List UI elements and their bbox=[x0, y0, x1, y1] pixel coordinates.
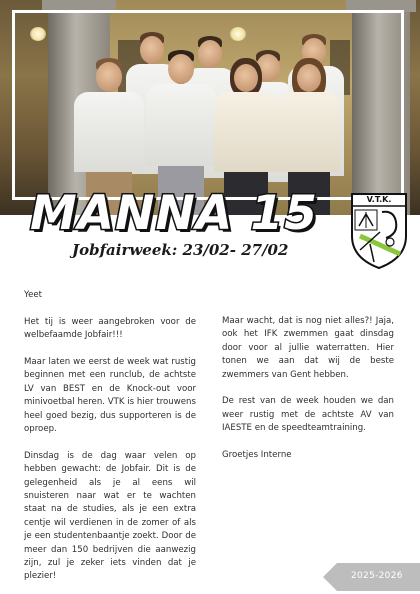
paragraph: Dinsdag is de dag waar velen op hebben gewacht: de Jobfair. Dit is de gelegenheid als je al eens wil snuisteren naar wat er te wachten staat na de studies, als je een extra centje wil verdienen in de zomer of als je een studentenbaantje zoekt. Door de meer dan 150 bedrijven die aanwezig zijn, zul je zeker iets vinden dat je plezier! bbox=[24, 450, 196, 582]
group-photo bbox=[0, 0, 420, 215]
paragraph: Maar wacht, dat is nog niet alles?! Jaja, ook het IFK zwemmen gaat dinsdag door voor al jullie waterratten. Hier tonen we aan dat wij de beste zwemmers van Gent hebben. bbox=[222, 316, 394, 380]
year-label: 2025-2026 bbox=[351, 571, 403, 581]
body-column-right bbox=[222, 315, 394, 476]
year-tag bbox=[337, 563, 420, 591]
body-column-left bbox=[24, 289, 196, 594]
photo-frame bbox=[12, 10, 404, 200]
newsletter-title: MANNA 15 bbox=[30, 186, 318, 241]
paragraph: Het tij is weer aangebroken voor de welbefaamde Jobfair!!! bbox=[24, 316, 196, 341]
vtk-logo bbox=[350, 192, 408, 270]
newsletter-subtitle: Jobfairweek: 23/02- 27/02 bbox=[72, 241, 289, 259]
paragraph: De rest van de week houden we dan weer rustig met de achtste AV van IAESTE en de speedteamtraining. bbox=[222, 396, 394, 434]
paragraph: Maar laten we eerst de week wat rustig beginnen met een runclub, de achtste LV van BEST en de Knock-out voor minivoetbal heren. VTK is hier trouwens heel goed bezig, dus supporteren is de oproep. bbox=[24, 357, 196, 435]
vtk-logo-label: V.T.K. bbox=[366, 195, 392, 204]
sign-off: Groetjes Interne bbox=[222, 450, 292, 461]
greeting-text: Yeet bbox=[24, 290, 43, 300]
